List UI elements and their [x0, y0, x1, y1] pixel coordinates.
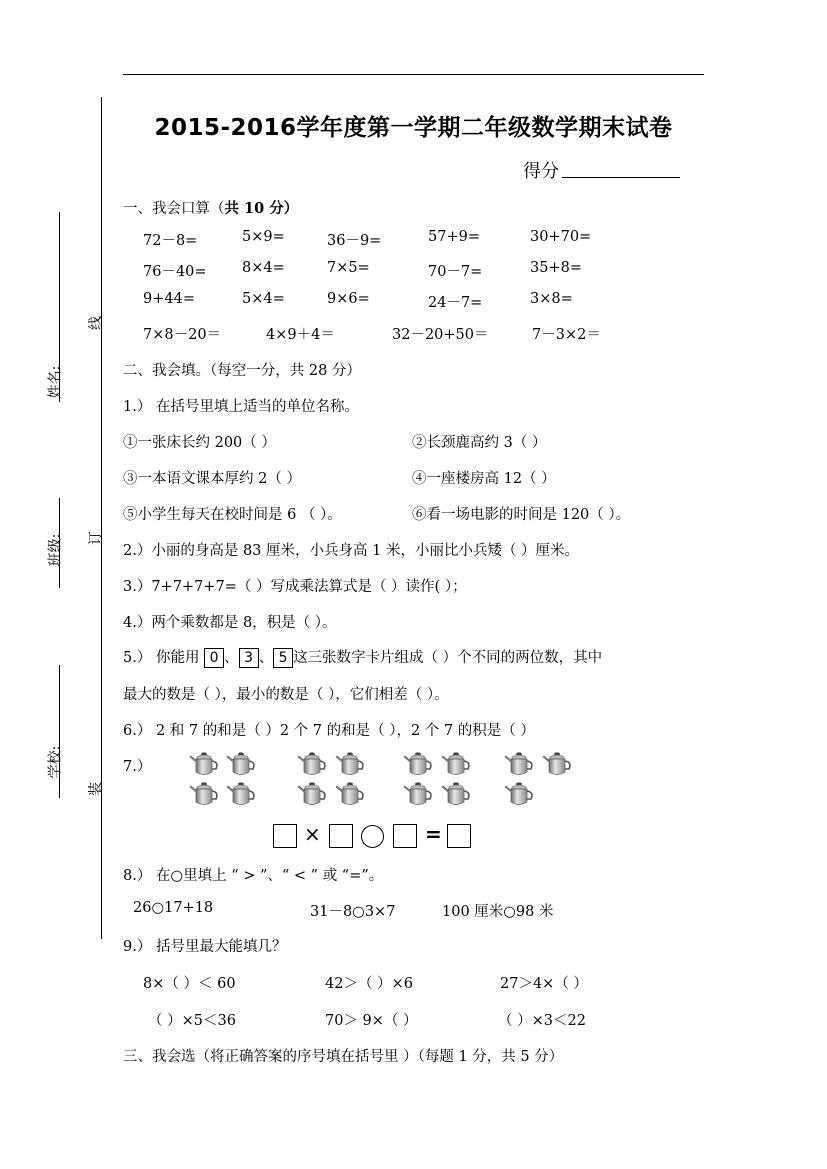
teapot-icon	[440, 750, 472, 778]
q1-item: ⑤小学生每天在校时间是 6 （ ）。	[123, 507, 342, 523]
calc-item: 70－7=	[428, 264, 483, 280]
calc-item: 76－40=	[143, 264, 207, 280]
top-rule	[123, 74, 704, 75]
q8-item: 100 厘米○98 米	[442, 904, 554, 920]
calc-item: 57+9=	[428, 229, 480, 245]
answer-box[interactable]	[447, 824, 471, 848]
question-1: 1.） 在括号里填上适当的单位名称。	[123, 399, 359, 415]
school-blank[interactable]	[59, 665, 60, 798]
q1-item: ③一本语文课本厚约 2（ ）	[123, 471, 301, 487]
teapot-icon	[225, 780, 257, 808]
calc-item: 30+70=	[530, 229, 592, 245]
question-7: 7.）	[123, 759, 152, 775]
calc-item: 32－20+50＝	[392, 327, 489, 343]
teapot-icon	[225, 750, 257, 778]
teapot-icon	[188, 780, 220, 808]
teapot-icon	[541, 750, 573, 778]
teapot-icon	[402, 750, 434, 778]
question-5-line2: 最大的数是（ ），最小的数是（ ），它们相差（ ）。	[123, 687, 449, 703]
teapot-icon	[296, 750, 328, 778]
digit-card: 3	[239, 648, 259, 668]
q1-item: ⑥看一场电影的时间是 120（ ）。	[412, 507, 631, 523]
answer-box[interactable]	[393, 824, 417, 848]
question-4: 4.）两个乘数都是 8，积是（ ）。	[123, 615, 337, 631]
calc-item: 9+44=	[143, 291, 195, 307]
q8-item: 31－8○3×7	[310, 904, 396, 920]
school-label: 学校:	[47, 745, 64, 779]
question-5: 5.） 你能用 0 、 3 、 5 这三张数字卡片组成（ ）个不同的两位数，其中	[123, 650, 603, 666]
teapot-icon	[402, 780, 434, 808]
times-sign: ×	[304, 822, 321, 846]
answer-circle[interactable]	[361, 825, 384, 848]
question-3: 3.）7+7+7+7=（ ）写成乘法算式是（ ）读作( ）；	[123, 579, 467, 595]
equals-sign: =	[425, 822, 442, 846]
answer-box[interactable]	[273, 824, 297, 848]
q9-item: 70＞ 9×（ ）	[325, 1013, 418, 1029]
q1-item: ①一张床长约 200（ ）	[123, 435, 276, 451]
q1-item: ④一座楼房高 12（ ）	[412, 471, 556, 487]
digit-card: 5	[273, 648, 293, 668]
q9-item: 42＞（ ）×6	[325, 976, 413, 992]
section3-heading: 三、我会选（将正确答案的序号填在括号里 ）（每题 1 分，共 5 分）	[123, 1049, 564, 1065]
calc-item: 5×9=	[242, 229, 285, 245]
question-9: 9.） 括号里最大能填几？	[123, 939, 287, 955]
score-blank[interactable]	[562, 177, 680, 178]
class-label: 班级:	[47, 533, 64, 567]
section2-heading: 二、我会填。（每空一分，共 28 分）	[123, 363, 361, 379]
name-label: 姓名:	[47, 365, 64, 399]
q9-item: （ ）×5＜36	[148, 1013, 236, 1029]
calc-item: 24－7=	[428, 295, 483, 311]
seal-ding-char: 订	[88, 531, 104, 545]
seal-line-char: 线	[88, 316, 104, 330]
question-2: 2.）小丽的身高是 83 厘米，小兵身高 1 米，小丽比小兵矮（ ）厘米。	[123, 543, 580, 559]
teapot-icon	[188, 750, 220, 778]
teapot-icon	[334, 780, 366, 808]
teapot-icon	[503, 750, 535, 778]
question-8: 8.） 在○里填上 “ > ”、“ < ” 或 “=”。	[123, 868, 384, 884]
q9-item: （ ）×3＜22	[498, 1013, 586, 1029]
calc-item: 36－9=	[327, 233, 382, 249]
calc-item: 35+8=	[530, 260, 582, 276]
teapot-icon	[440, 780, 472, 808]
teapot-icon	[503, 780, 535, 808]
q9-item: 8×（ ）＜ 60	[143, 976, 236, 992]
binding-line	[101, 97, 102, 939]
calc-item: 7×8－20＝	[143, 327, 222, 343]
seal-zhuang-char: 装	[88, 782, 104, 796]
calc-item: 9×6=	[327, 291, 370, 307]
section1-heading: 一、我会口算（共 10 分）	[123, 200, 299, 217]
score-label: 得分	[523, 161, 559, 182]
answer-box[interactable]	[329, 824, 353, 848]
teapot-icon	[334, 750, 366, 778]
calc-item: 5×4=	[242, 291, 285, 307]
page-title: 2015-2016学年度第一学期二年级数学期末试卷	[154, 115, 673, 141]
name-blank[interactable]	[59, 212, 60, 402]
calc-item: 72－8=	[143, 233, 198, 249]
q1-item: ②长颈鹿高约 3（ ）	[412, 435, 547, 451]
calc-item: 7×5=	[327, 260, 370, 276]
q8-item: 26○17+18	[133, 900, 214, 916]
question-6: 6.） 2 和 7 的和是（ ）2 个 7 的和是（ ），2 个 7 的积是（ ）	[123, 723, 535, 739]
calc-item: 4×9＋4＝	[266, 327, 335, 343]
q9-item: 27＞4×（ ）	[500, 976, 588, 992]
calc-item: 8×4=	[242, 260, 285, 276]
digit-card: 0	[204, 648, 224, 668]
class-blank[interactable]	[59, 498, 60, 588]
calc-item: 7－3×2＝	[532, 327, 601, 343]
teapot-icon	[296, 780, 328, 808]
calc-item: 3×8=	[530, 291, 573, 307]
